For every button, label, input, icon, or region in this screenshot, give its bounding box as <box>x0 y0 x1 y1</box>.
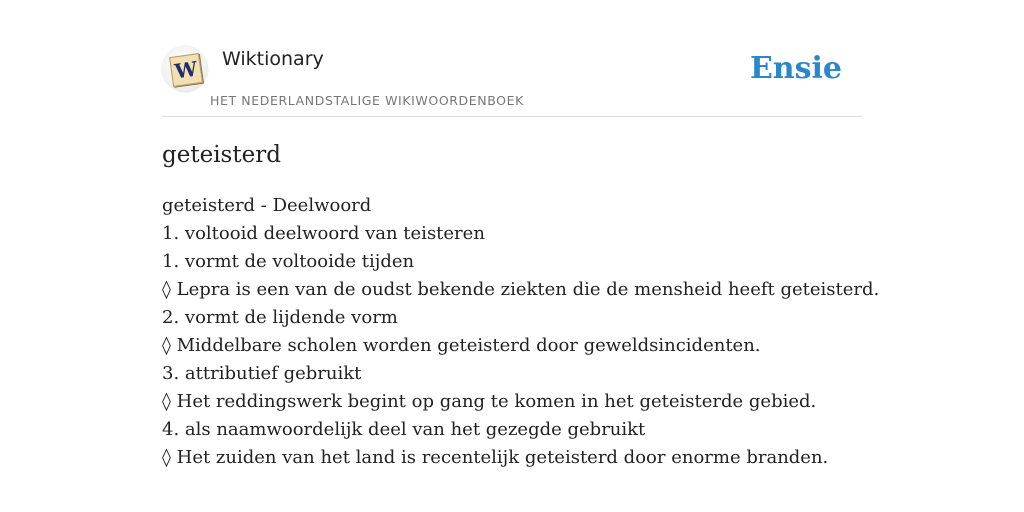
definition-line: 3. attributief gebruikt <box>162 363 362 384</box>
example-line: ◊ Het reddingswerk begint op gang te komen in het geteisterde gebied. <box>162 391 817 412</box>
page-title: geteisterd <box>162 142 281 168</box>
definition-line: 1. voltooid deelwoord van teisteren <box>162 223 485 244</box>
site-tagline: HET NEDERLANDSTALIGE WIKIWOORDENBOEK <box>210 93 524 108</box>
ensie-brand-link[interactable]: Ensie <box>749 51 842 86</box>
example-line: ◊ Middelbare scholen worden geteisterd door geweldsincidenten. <box>162 335 761 356</box>
definition-line: 4. als naamwoordelijk deel van het gezegde gebruikt <box>162 419 646 440</box>
logo-letter: W <box>173 56 199 84</box>
example-line: ◊ Lepra is een van de oudst bekende ziekten die de mensheid heeft geteisterd. <box>162 279 880 300</box>
wiktionary-logo-icon[interactable] <box>162 46 208 92</box>
entry-heading: geteisterd - Deelwoord <box>162 195 372 216</box>
example-line: ◊ Het zuiden van het land is recentelijk geteisterd door enorme branden. <box>162 447 829 468</box>
definition-entry <box>162 192 882 472</box>
logo-tile <box>169 53 203 87</box>
definition-line: 2. vormt de lijdende vorm <box>162 307 398 328</box>
definition-line: 1. vormt de voltooide tijden <box>162 251 415 272</box>
site-header <box>162 0 862 117</box>
site-name[interactable]: Wiktionary <box>222 48 324 70</box>
